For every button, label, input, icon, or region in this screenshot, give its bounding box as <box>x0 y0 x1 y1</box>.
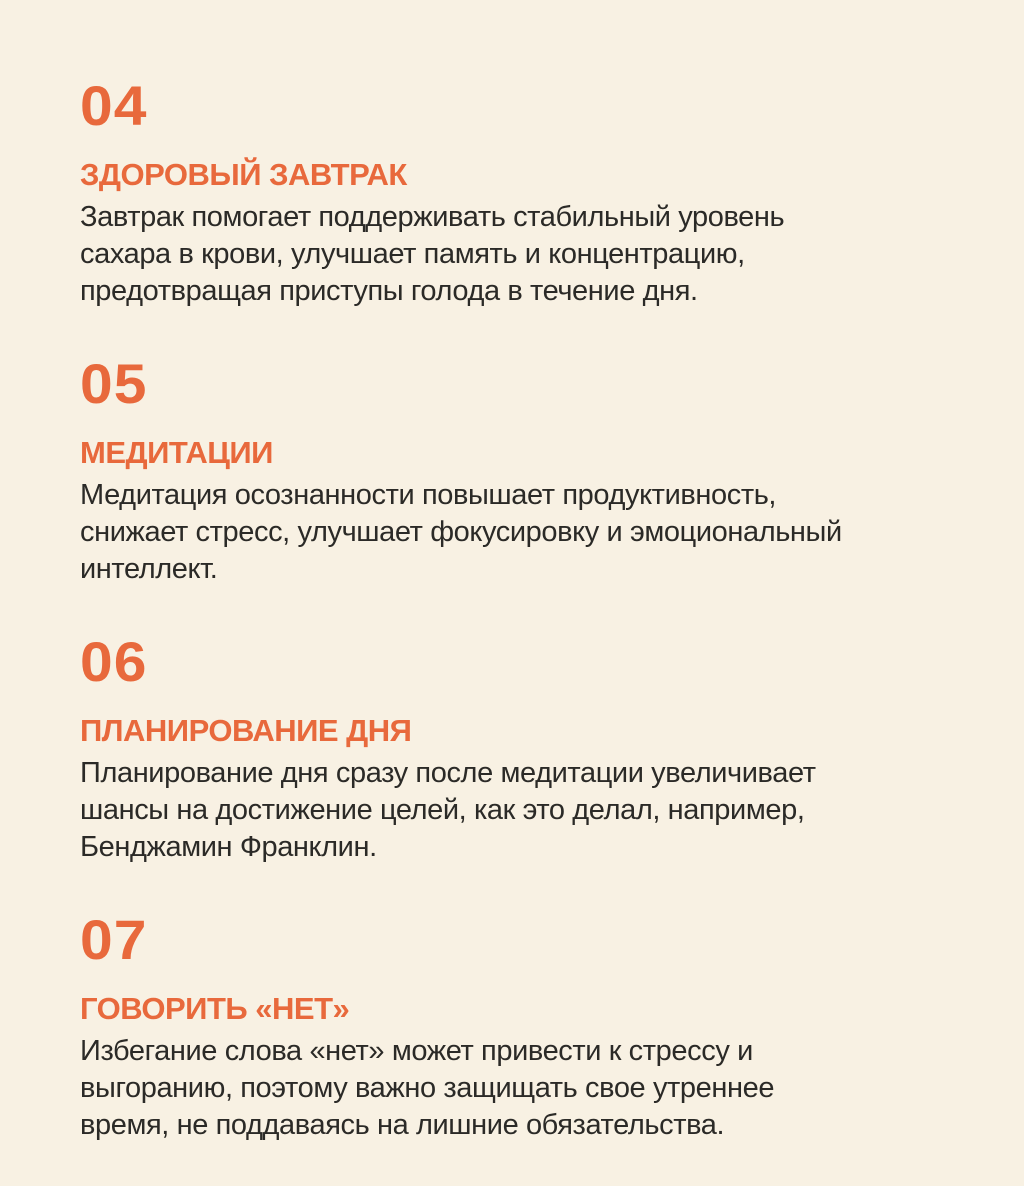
section-number: 06 <box>80 630 148 693</box>
section-number: 04 <box>80 74 148 137</box>
section-item-06 <box>80 630 964 866</box>
body-line: предотвращая приступы голода в течение дня. <box>80 275 698 307</box>
body-line: Завтрак помогает поддерживать стабильный уровень <box>80 201 785 233</box>
section-title: ГОВОРИТЬ «НЕТ» <box>80 991 350 1026</box>
section-body <box>80 477 964 588</box>
body-line: интеллект. <box>80 553 218 585</box>
section-item-05 <box>80 352 964 588</box>
body-line: Планирование дня сразу после медитации увеличивает <box>80 757 816 789</box>
body-line: время, не поддаваясь на лишние обязательства. <box>80 1109 725 1141</box>
section-number: 07 <box>80 908 148 971</box>
section-title: ПЛАНИРОВАНИЕ ДНЯ <box>80 713 412 748</box>
body-line: шансы на достижение целей, как это делал, например, <box>80 794 805 826</box>
section-body <box>80 199 964 310</box>
body-line: сахара в крови, улучшает память и концентрацию, <box>80 238 745 270</box>
body-line: Бенджамин Франклин. <box>80 831 377 863</box>
section-body <box>80 1033 964 1144</box>
body-line: выгоранию, поэтому важно защищать свое утреннее <box>80 1072 775 1104</box>
section-item-07 <box>80 908 964 1144</box>
section-item-04 <box>80 74 964 310</box>
body-line: снижает стресс, улучшает фокусировку и эмоциональный <box>80 516 842 548</box>
section-body <box>80 755 964 866</box>
section-title: МЕДИТАЦИИ <box>80 435 273 470</box>
section-title: ЗДОРОВЫЙ ЗАВТРАК <box>80 157 407 192</box>
body-line: Медитация осознанности повышает продуктивность, <box>80 479 777 511</box>
body-line: Избегание слова «нет» может привести к стрессу и <box>80 1035 753 1067</box>
section-number: 05 <box>80 352 148 415</box>
